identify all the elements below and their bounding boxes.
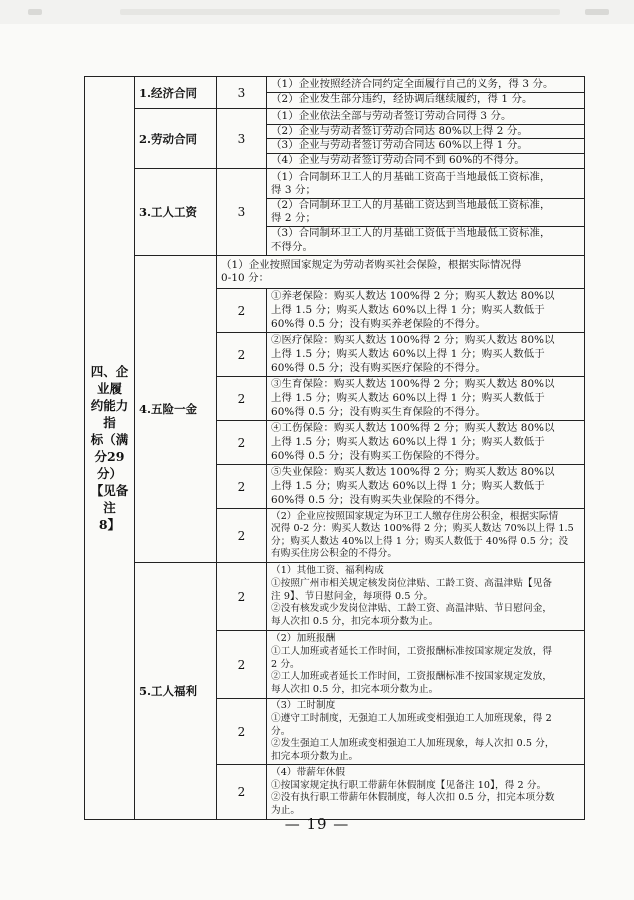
criteria-line: 每人次扣 0.5 分，扣完本项分数为止。 xyxy=(271,683,439,695)
criteria-line: 每人次扣 0.5 分，扣完本项分数为止。 xyxy=(271,615,439,627)
score-cell: 2 xyxy=(217,699,267,765)
item-name: 3.工人工资 xyxy=(135,169,217,256)
criteria-cell xyxy=(267,421,585,465)
criteria-line: 60%得 0.5 分；没有购买养老保险的不得分。 xyxy=(271,317,486,330)
score-cell: 2 xyxy=(217,421,267,465)
criteria-line: 得 3 分； xyxy=(271,184,316,197)
scan-top-strip xyxy=(0,0,634,24)
criteria-line: （1）企业按照经济合同约定全面履行自己的义务，得 3 分。 xyxy=(271,78,554,91)
criteria-line: 上得 1.5 分；购买人数达 60%以上得 1 分；购买人数低于 xyxy=(271,392,545,405)
criteria-cell xyxy=(217,256,585,289)
criteria-line: 60%得 0.5 分；没有购买工伤保险的不得分。 xyxy=(271,449,486,462)
score-cell: 3 xyxy=(217,109,267,169)
score-cell: 2 xyxy=(217,509,267,563)
criteria-line: 扣完本项分数为止。 xyxy=(271,750,359,762)
score-cell: 2 xyxy=(217,333,267,377)
criteria-line: （2）合同制环卫工人的月基础工资达到当地最低工资标准， xyxy=(271,198,551,211)
criteria-cell xyxy=(267,631,585,699)
criteria-line: ⑤失业保险：购买人数达 100%得 2 分；购买人数达 80%以 xyxy=(271,466,555,479)
criteria-line: 得 2 分； xyxy=(271,212,316,225)
criteria-line: 60%得 0.5 分；没有购买医疗保险的不得分。 xyxy=(271,361,486,374)
criteria-line: （3）工时制度 xyxy=(271,700,336,712)
criteria-line: （1）其他工资、福利构成 xyxy=(271,565,384,577)
section-title-line: 分） xyxy=(96,466,122,482)
criteria-cell xyxy=(267,465,585,509)
section-title-line: 8】 xyxy=(98,517,121,533)
section-title-cell xyxy=(85,77,135,820)
criteria-line: 分。 xyxy=(271,725,291,737)
criteria-line: ①工人加班或者延长工作时间，工资报酬标准按国家规定发放，得 xyxy=(271,645,553,657)
criteria-line: （1）合同制环卫工人的月基础工资高于当地最低工资标准， xyxy=(271,170,551,183)
criteria-cell xyxy=(267,289,585,333)
score-cell: 2 xyxy=(217,631,267,699)
criteria-line: 况得 0-2 分：购买人数达 100%得 2 分；购买人数达 70%以上得 1.5 xyxy=(271,523,574,535)
criteria-line: ①遵守工时制度，无强迫工人加班或变相强迫工人加班现象，得 2 xyxy=(271,712,552,724)
criteria-cell xyxy=(267,169,585,256)
criteria-line: ③生育保险：购买人数达 100%得 2 分；购买人数达 80%以 xyxy=(271,378,555,391)
score-cell: 3 xyxy=(217,169,267,256)
criteria-line: （3）合同制环卫工人的月基础工资低于当地最低工资标准， xyxy=(271,226,551,239)
criteria-line: （4）带薪年休假 xyxy=(271,767,346,779)
criteria-cell xyxy=(267,765,585,820)
criteria-cell xyxy=(267,109,585,169)
table-row xyxy=(85,256,585,289)
criteria-line: 注 9】、节日慰问金，每项得 0.5 分。 xyxy=(271,590,434,602)
criteria-cell xyxy=(267,509,585,563)
criteria-line: ②工人加班或者延长工作时间，工资报酬标准不按国家规定发放， xyxy=(271,671,553,683)
section-title-line: 四、企业履 xyxy=(90,364,129,397)
criteria-line: 上得 1.5 分；购买人数达 60%以上得 1 分；购买人数低于 xyxy=(271,304,545,317)
criteria-line: （2）加班报酬 xyxy=(271,633,336,645)
criteria-cell xyxy=(267,563,585,631)
criteria-line: 有购买住房公积金的不得分。 xyxy=(271,548,398,560)
criteria-cell xyxy=(267,77,585,109)
score-cell: 2 xyxy=(217,563,267,631)
criteria-line: ①养老保险：购买人数达 100%得 2 分；购买人数达 80%以 xyxy=(271,290,555,303)
criteria-line: ②没有核发或少发岗位津贴、工龄工资、高温津贴、节日慰问金， xyxy=(271,603,553,615)
criteria-line: ④工伤保险：购买人数达 100%得 2 分；购买人数达 80%以 xyxy=(271,422,555,435)
criteria-line: （2）企业发生部分违约，经协调后继续履约，得 1 分。 xyxy=(271,93,533,105)
criteria-cell xyxy=(267,699,585,765)
section-title-line: 约能力指 xyxy=(90,398,129,431)
page-number: — 19 — xyxy=(284,815,350,833)
score-cell: 2 xyxy=(217,377,267,421)
criteria-cell xyxy=(267,333,585,377)
score-cell: 2 xyxy=(217,765,267,820)
criteria-line: 60%得 0.5 分；没有购买失业保险的不得分。 xyxy=(271,493,486,506)
table-row xyxy=(85,563,585,631)
item-name: 2.劳动合同 xyxy=(135,109,217,169)
section-title-line: 标（满分29 xyxy=(90,432,129,465)
criteria-cell xyxy=(267,377,585,421)
table-row xyxy=(85,169,585,256)
score-cell: 2 xyxy=(217,465,267,509)
criteria-line: （1）企业按照国家规定为劳动者购买社会保险，根据实际情况得 xyxy=(221,258,522,271)
criteria-line: 上得 1.5 分；购买人数达 60%以上得 1 分；购买人数低于 xyxy=(271,480,545,493)
criteria-line: ②医疗保险：购买人数达 100%得 2 分；购买人数达 80%以 xyxy=(271,334,555,347)
criteria-line: 上得 1.5 分；购买人数达 60%以上得 1 分；购买人数低于 xyxy=(271,348,545,361)
criteria-line: ②发生强迫工人加班或变相强迫工人加班现象，每人次扣 0.5 分， xyxy=(271,738,555,750)
criteria-line: 0-10 分： xyxy=(221,272,270,285)
table-row xyxy=(85,109,585,169)
score-cell: 3 xyxy=(217,77,267,109)
criteria-line: （2）企业应按照国家规定为环卫工人缴存住房公积金，根据实际情 xyxy=(271,510,559,522)
scoring-table xyxy=(84,76,585,820)
criteria-line: 2 分。 xyxy=(271,658,300,670)
criteria-line: （2）企业与劳动者签订劳动合同达 80%以上得 2 分。 xyxy=(271,124,528,137)
item-name: 4.五险一金 xyxy=(135,256,217,563)
criteria-line: （4）企业与劳动者签订劳动合同不到 60%的不得分。 xyxy=(271,153,525,166)
criteria-line: 分；购买人数达 40%以上得 1 分；购买人数低于 40%得 0.5 分；没 xyxy=(271,535,569,547)
criteria-line: 上得 1.5 分；购买人数达 60%以上得 1 分；购买人数低于 xyxy=(271,436,545,449)
criteria-line: （3）企业与劳动者签订劳动合同达 60%以上得 1 分。 xyxy=(271,139,528,152)
criteria-line: ①按国家规定执行职工带薪年休假制度【见备注 10】，得 2 分。 xyxy=(271,779,547,791)
criteria-line: ②没有执行职工带薪年休假制度，每人次扣 0.5 分，扣完本项分数 xyxy=(271,792,555,804)
score-cell: 2 xyxy=(217,289,267,333)
criteria-line: 60%得 0.5 分；没有购买生育保险的不得分。 xyxy=(271,405,486,418)
criteria-line: ①按照广州市相关规定核发岗位津贴、工龄工资、高温津贴【见备 xyxy=(271,577,553,589)
table-row xyxy=(85,77,585,109)
item-name: 1.经济合同 xyxy=(135,77,217,109)
section-title-line: 【见备注 xyxy=(90,483,129,516)
criteria-line: 不得分。 xyxy=(271,240,313,253)
item-name: 5.工人福利 xyxy=(135,563,217,820)
criteria-line: 为止。 xyxy=(271,804,301,816)
criteria-line: （1）企业依法全部与劳动者签订劳动合同得 3 分。 xyxy=(271,110,512,122)
